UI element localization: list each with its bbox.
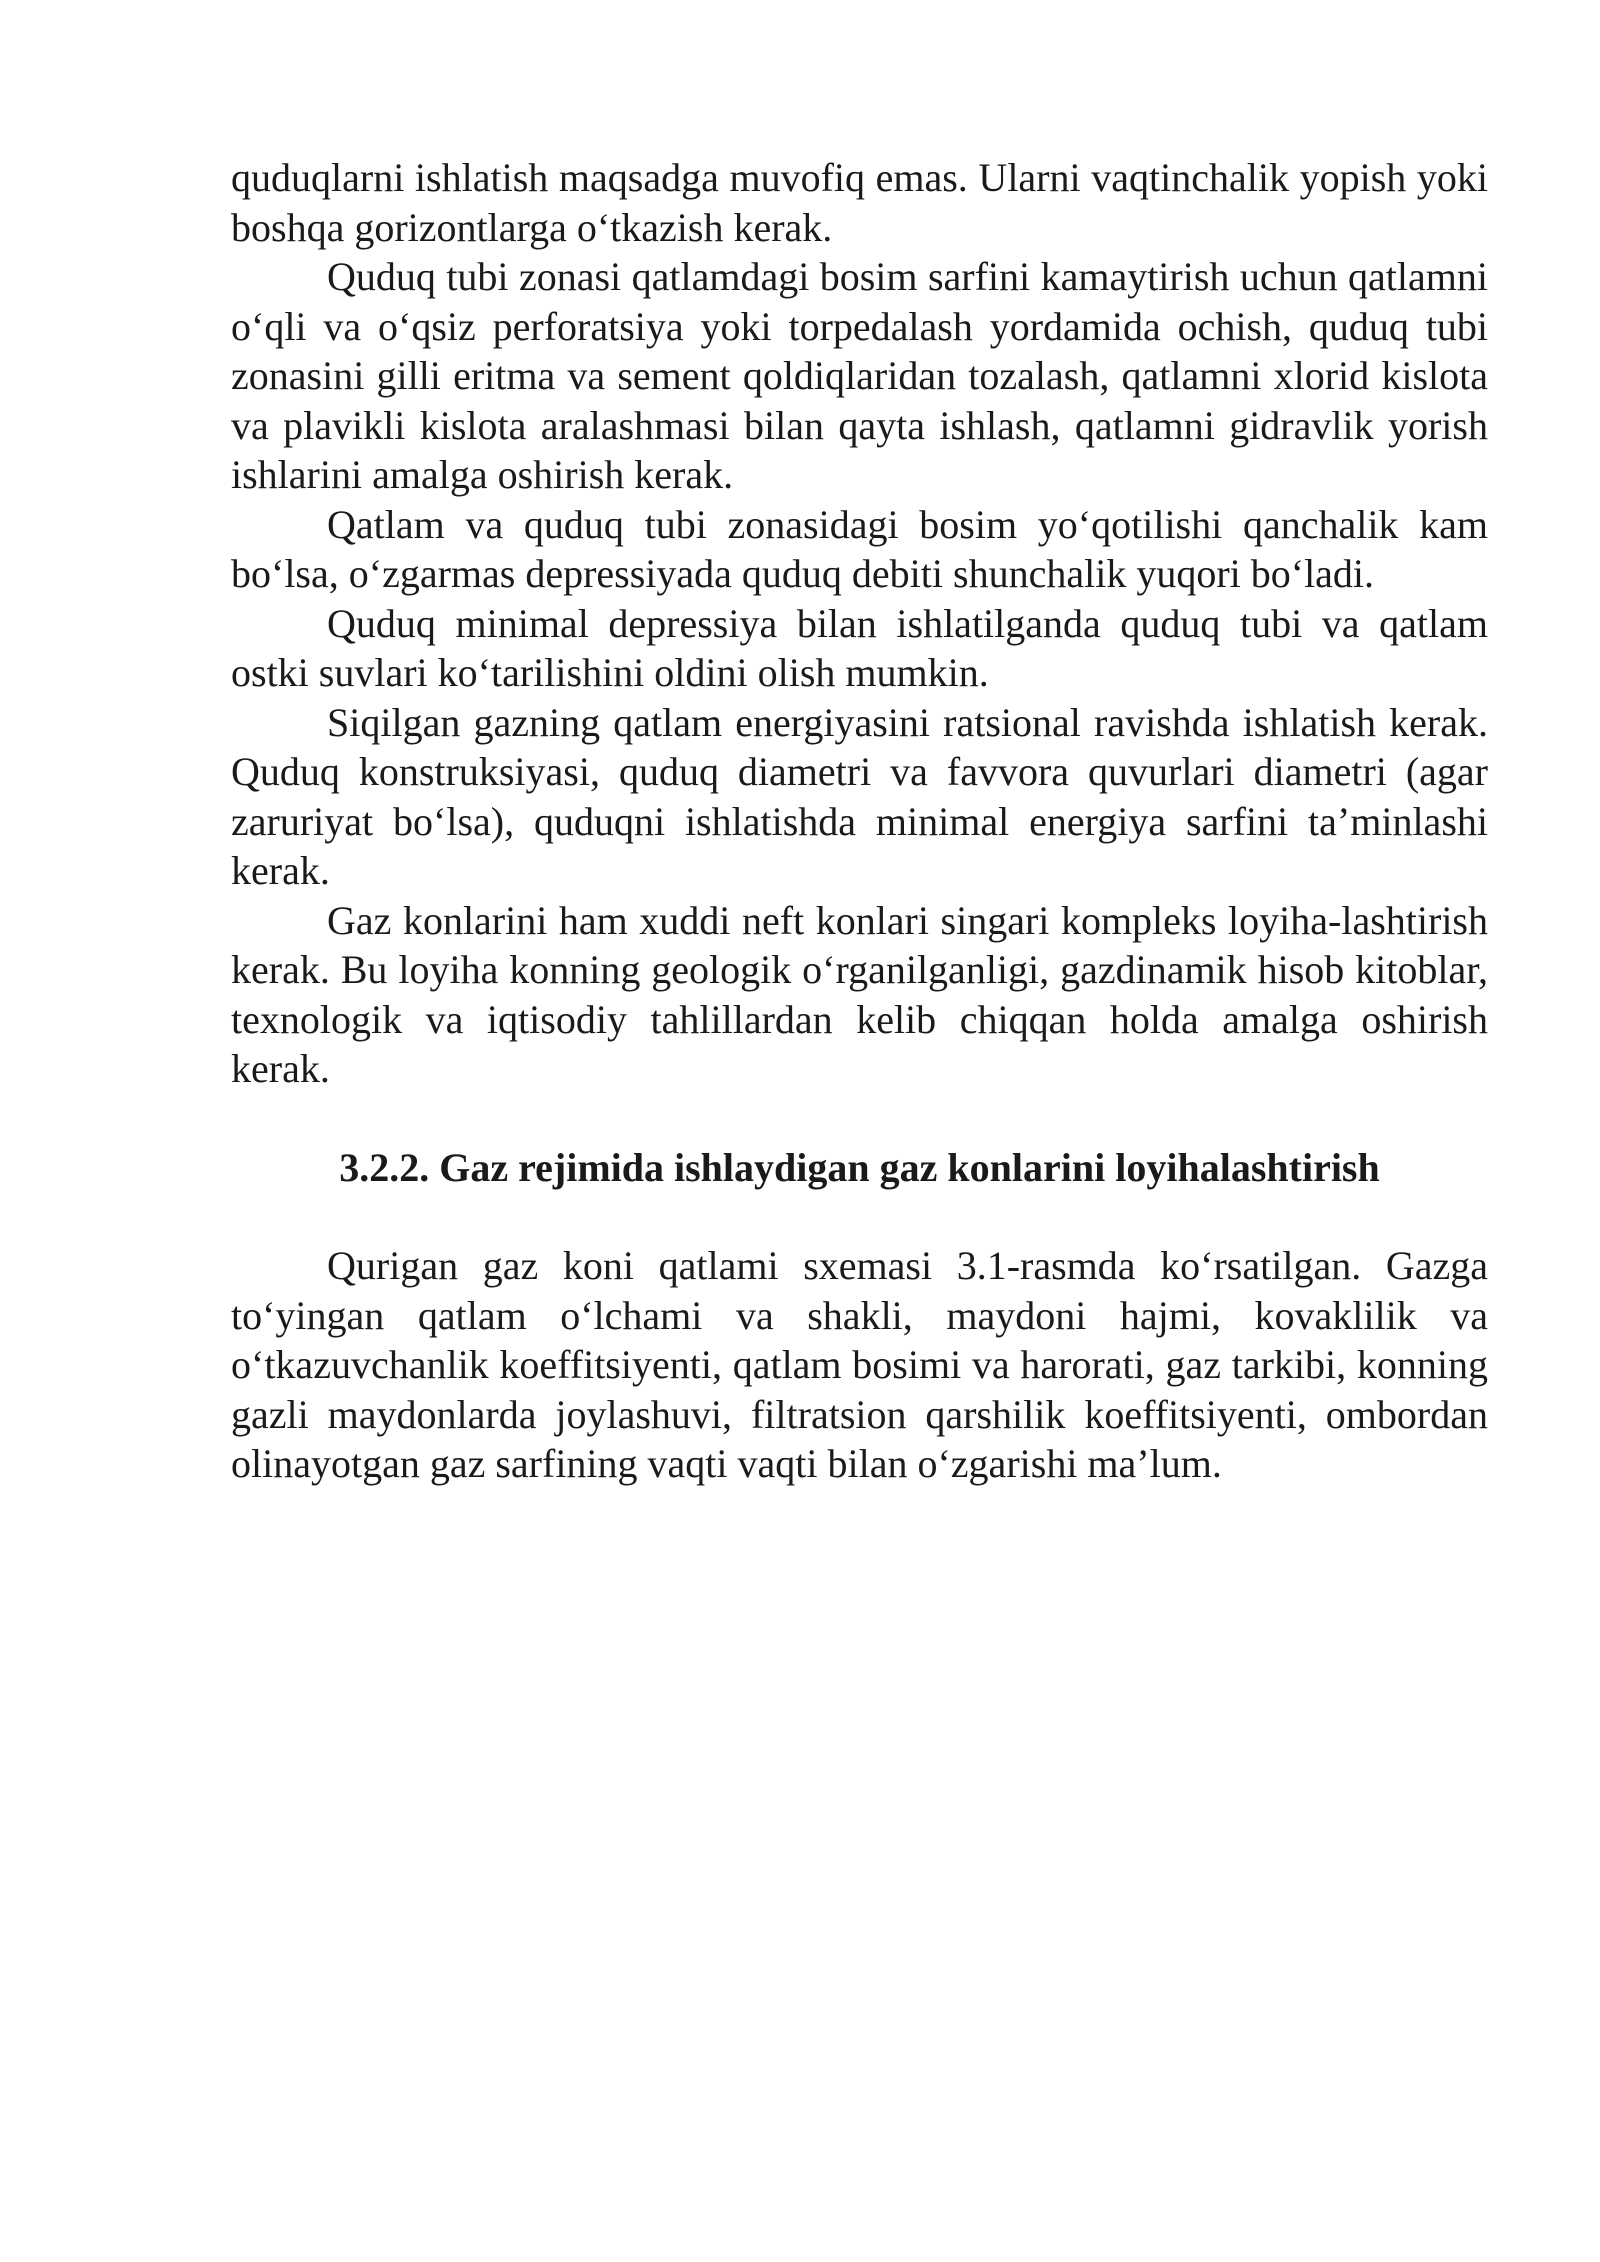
paragraph: Qatlam va quduq tubi zonasidagi bosim yo‘qotilishi qanchalik kam bo‘lsa, o‘zgarmas depressiyada quduq debiti shunchalik yuqori bo‘ladi. — [231, 501, 1488, 596]
paragraph: Quduq minimal depressiya bilan ishlatilganda quduq tubi va qatlam ostki suvlari ko‘tarilishini oldini olish mumkin. — [231, 600, 1488, 695]
paragraph: Qurigan gaz koni qatlami sxemasi 3.1-rasmda ko‘rsatilgan. Gazga to‘yingan qatlam o‘lchami va shakli, maydoni hajmi, kovaklilik va o‘tkazuvchanlik koeffitsiyenti, qatlam bosimi va harorati, gaz tarkibi, konning gazli maydonlarda joylashuvi, filtratsion qarshilik koeffitsiyenti, ombordan olinayotgan gaz sarfining vaqti vaqti bilan o‘zgarishi ma’lum. — [231, 1243, 1488, 1486]
paragraph: Gaz konlarini ham xuddi neft konlari singari kompleks loyiha-lashtirish kerak. Bu loyiha konning geologik o‘rganilganligi, gazdinamik hisob kitoblar, texnologik va iqtisodiy tahlillardan kelib chiqqan holda amalga oshirish kerak. — [231, 897, 1488, 1091]
document-page — [231, 153, 1488, 1489]
paragraph: Quduq tubi zonasi qatlamdagi bosim sarfini kamaytirish uchun qatlamni o‘qli va o‘qsiz perforatsiya yoki torpedalash yordamida ochish, quduq tubi zonasini gilli eritma va sement qoldiqlaridan tozalash, qatlamni xlorid kislota va plavikli kislota aralashmasi bilan qayta ishlash, qatlamni gidravlik yorish ishlarini amalga oshirish kerak. — [231, 254, 1488, 497]
paragraph: Siqilgan gazning qatlam energiyasini ratsional ravishda ishlatish kerak. Quduq konstruksiyasi, quduq diametri va favvora quvurlari diametri (agar zaruriyat bo‘lsa), quduqni ishlatishda minimal energiya sarfini ta’minlashi kerak. — [231, 699, 1488, 893]
paragraph-continuation: quduqlarni ishlatish maqsadga muvofiq emas. Ularni vaqtinchalik yopish yoki boshqa gorizontlarga o‘tkazish kerak. — [231, 155, 1488, 250]
section-heading: 3.2.2. Gaz rejimida ishlaydigan gaz konlarini loyihalashtirish — [339, 1144, 1380, 1190]
